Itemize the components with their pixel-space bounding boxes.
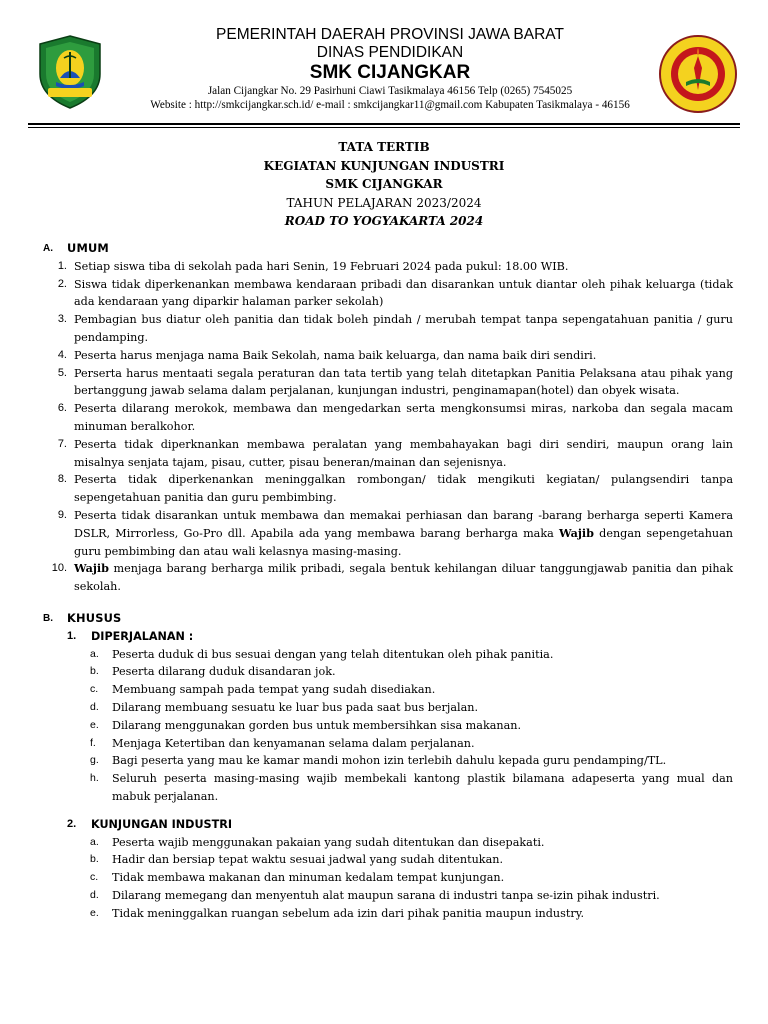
item-text-main: Peserta tidak disarankan untuk membawa dan memakai perhiasan dan barang -barang berharga seperti Kamera DSLR, Mirrorless, Go-Pro dll. Apabila ada yang membawa barang berharga maka — [74, 508, 733, 540]
item-text: Peserta tidak diperkenankan meninggalkan rombongan/ tidak mengikuti kegiatan/ pulangsendiri tanpa sepengetahuan panitia dan guru pembimbing. — [74, 473, 733, 505]
list-item — [43, 347, 733, 365]
title-line-4: TAHUN PELAJARAN 2023/2024 — [286, 195, 482, 210]
list-item — [90, 851, 733, 869]
list-item — [90, 770, 733, 806]
school-name: SMK CIJANGKAR — [309, 62, 471, 83]
item-number: 4. — [57, 348, 67, 361]
section-letter: B. — [43, 612, 53, 624]
item-letter: b. — [90, 665, 99, 678]
item-letter: h. — [90, 772, 99, 785]
item-number: 10. — [51, 562, 67, 575]
list-item — [43, 471, 733, 507]
item-text-bold: Wajib — [74, 561, 109, 576]
list-item — [43, 507, 733, 560]
item-text: Siswa tidak diperkenankan membawa kendaraan pribadi dan disarankan untuk diantar oleh pihak keluarga (tidak ada kendaraan yang diparkir halaman parker sekolah) — [74, 277, 733, 309]
school-address: Jalan Cijangkar No. 29 Pasirhuni Ciawi Tasikmalaya 46156 Telp (0265) 7545025 — [207, 85, 573, 97]
school-website: Website : http://smkcijangkar.sch.id/ e-mail : smkcijangkar11@gmail.com Kabupaten Tasikmalaya - 46156 — [150, 99, 630, 111]
subsection-2-list — [43, 834, 733, 923]
document-title — [0, 138, 768, 231]
item-letter: g. — [90, 754, 99, 767]
list-item — [43, 560, 733, 596]
item-number: 7. — [57, 437, 67, 450]
subsection-title: KUNJUNGAN INDUSTRI — [91, 817, 232, 831]
item-letter: f. — [90, 736, 96, 749]
title-line-1: TATA TERTIB — [338, 140, 430, 154]
item-number: 1. — [57, 259, 67, 272]
item-text: Hadir dan bersiap tepat waktu sesuai jadwal yang sudah ditentukan. — [112, 853, 503, 867]
spacer — [43, 806, 733, 816]
letterhead-text — [100, 26, 680, 112]
item-text — [74, 560, 733, 596]
smk-cijangkar-emblem-icon — [658, 34, 738, 114]
item-text-rest: menjaga barang berharga milik pribadi, segala bentuk kehilangan diluar tanggungjawab panitia dan pihak sekolah. — [74, 562, 733, 594]
subsection-2-heading — [67, 816, 733, 834]
list-item — [90, 735, 733, 753]
item-text: Seluruh peserta masing-masing wajib membekali kantong plastik bilamana adapeserta yang mual dan mabuk perjalanan. — [112, 772, 733, 803]
list-item — [90, 834, 733, 852]
document-body — [43, 240, 733, 922]
item-letter: d. — [90, 700, 99, 713]
item-letter: a. — [90, 835, 99, 848]
list-item — [90, 887, 733, 905]
item-letter: a. — [90, 647, 99, 660]
jawa-barat-emblem-icon — [34, 34, 106, 110]
list-item — [90, 699, 733, 717]
government-name: PEMERINTAH DAERAH PROVINSI JAWA BARAT — [216, 26, 564, 43]
item-text: Pembagian bus diatur oleh panitia dan tidak boleh pindah / merubah tempat tanpa sepengatahuan panitia / guru pendamping. — [74, 313, 733, 344]
title-line-3: SMK CIJANGKAR — [325, 177, 443, 191]
subsection-1-heading — [67, 628, 733, 646]
item-text-bold: Wajib — [559, 525, 594, 540]
item-number: 6. — [57, 402, 67, 415]
letterhead-rule-thin — [28, 127, 740, 128]
section-title: KHUSUS — [67, 610, 122, 625]
list-item — [90, 869, 733, 887]
item-text: Menjaga Ketertiban dan kenyamanan selama dalam perjalanan. — [112, 736, 475, 750]
section-a-list — [43, 258, 733, 596]
item-text: Peserta dilarang merokok, membawa dan mengedarkan serta mengkonsumsi miras, narkoba dan segala macam minuman beralkohor. — [74, 402, 733, 433]
item-text: Tidak membawa makanan dan minuman kedalam tempat kunjungan. — [112, 871, 505, 885]
spacer — [43, 596, 733, 610]
subsection-number: 2. — [67, 817, 77, 830]
section-letter: A. — [43, 243, 53, 254]
list-item — [43, 311, 733, 347]
item-letter: c. — [90, 871, 99, 884]
item-letter: b. — [90, 853, 99, 866]
item-letter: c. — [90, 683, 99, 696]
subsection-title: DIPERJALANAN : — [91, 629, 194, 643]
item-text: Peserta wajib menggunakan pakaian yang sudah ditentukan dan disepakati. — [112, 835, 545, 849]
department-name: DINAS PENDIDIKAN — [316, 44, 464, 61]
item-text: Peserta harus menjaga nama Baik Sekolah, nama baik keluarga, dan nama baik diri sendiri. — [74, 348, 597, 362]
section-b-heading — [43, 610, 733, 628]
list-item — [43, 400, 733, 436]
list-item — [90, 717, 733, 735]
item-text: Dilarang memegang dan menyentuh alat maupun sarana di industri tanpa se-izin pihak industri. — [112, 888, 660, 902]
section-a-heading — [43, 240, 733, 258]
title-line-5: ROAD TO YOGYAKARTA 2024 — [284, 214, 484, 228]
list-item — [90, 663, 733, 681]
title-line-2: KEGIATAN KUNJUNGAN INDUSTRI — [263, 158, 505, 173]
list-item — [43, 276, 733, 312]
item-text: Dilarang menggunakan gorden bus untuk membersihkan sisa makanan. — [112, 718, 522, 732]
subsection-number: 1. — [67, 629, 77, 642]
list-item — [90, 681, 733, 699]
item-text: Setiap siswa tiba di sekolah pada hari Senin, 19 Februari 2024 pada pukul: 18.00 WIB. — [74, 259, 569, 273]
item-text: Dilarang membuang sesuatu ke luar bus pada saat bus berjalan. — [112, 700, 479, 714]
item-letter: e. — [90, 906, 99, 919]
list-item — [43, 258, 733, 276]
item-text — [74, 507, 733, 560]
item-number: 5. — [57, 366, 67, 379]
item-number: 9. — [57, 508, 67, 521]
list-item — [90, 905, 733, 923]
item-number: 3. — [57, 313, 67, 326]
item-text-rest: dengan sepengetahuan guru pembimbing dan atau wali kelasnya masing-masing. — [74, 526, 733, 558]
item-text: Bagi peserta yang mau ke kamar mandi mohon izin terlebih dahulu kepada guru pendamping/TL. — [112, 754, 667, 768]
item-text: Peserta tidak diperknankan membawa peralatan yang membahayakan bagi diri sendiri, maupun orang lain misalnya senjata tajam, pisau, cutter, pisau beneran/mainan dan sejenisnya. — [74, 437, 733, 469]
letterhead-rule-thick — [28, 123, 740, 125]
list-item — [90, 646, 733, 664]
item-letter: d. — [90, 888, 99, 901]
list-item — [43, 365, 733, 401]
letterhead — [30, 26, 738, 122]
item-text: Membuang sampah pada tempat yang sudah disediakan. — [112, 683, 436, 697]
item-number: 2. — [57, 277, 67, 290]
subsection-1-list — [43, 646, 733, 806]
item-text: Peserta duduk di bus sesuai dengan yang telah ditentukan oleh pihak panitia. — [112, 647, 554, 661]
section-title: UMUM — [67, 241, 109, 255]
item-number: 8. — [57, 473, 67, 486]
item-text: Peserta dilarang duduk disandaran jok. — [112, 665, 336, 679]
list-item — [90, 752, 733, 770]
item-text: Tidak meninggalkan ruangan sebelum ada izin dari pihak panitia maupun industry. — [112, 906, 585, 920]
item-text: Perserta harus mentaati segala peraturan dan tata tertib yang telah ditetapkan Panitia Pelaksana atau pihak yang bertanggung jawab selama dalam perjalanan, kunjungan industri, penginamapan(hotel) dan obyek wisata. — [74, 366, 733, 398]
list-item — [43, 436, 733, 472]
item-letter: e. — [90, 718, 99, 731]
